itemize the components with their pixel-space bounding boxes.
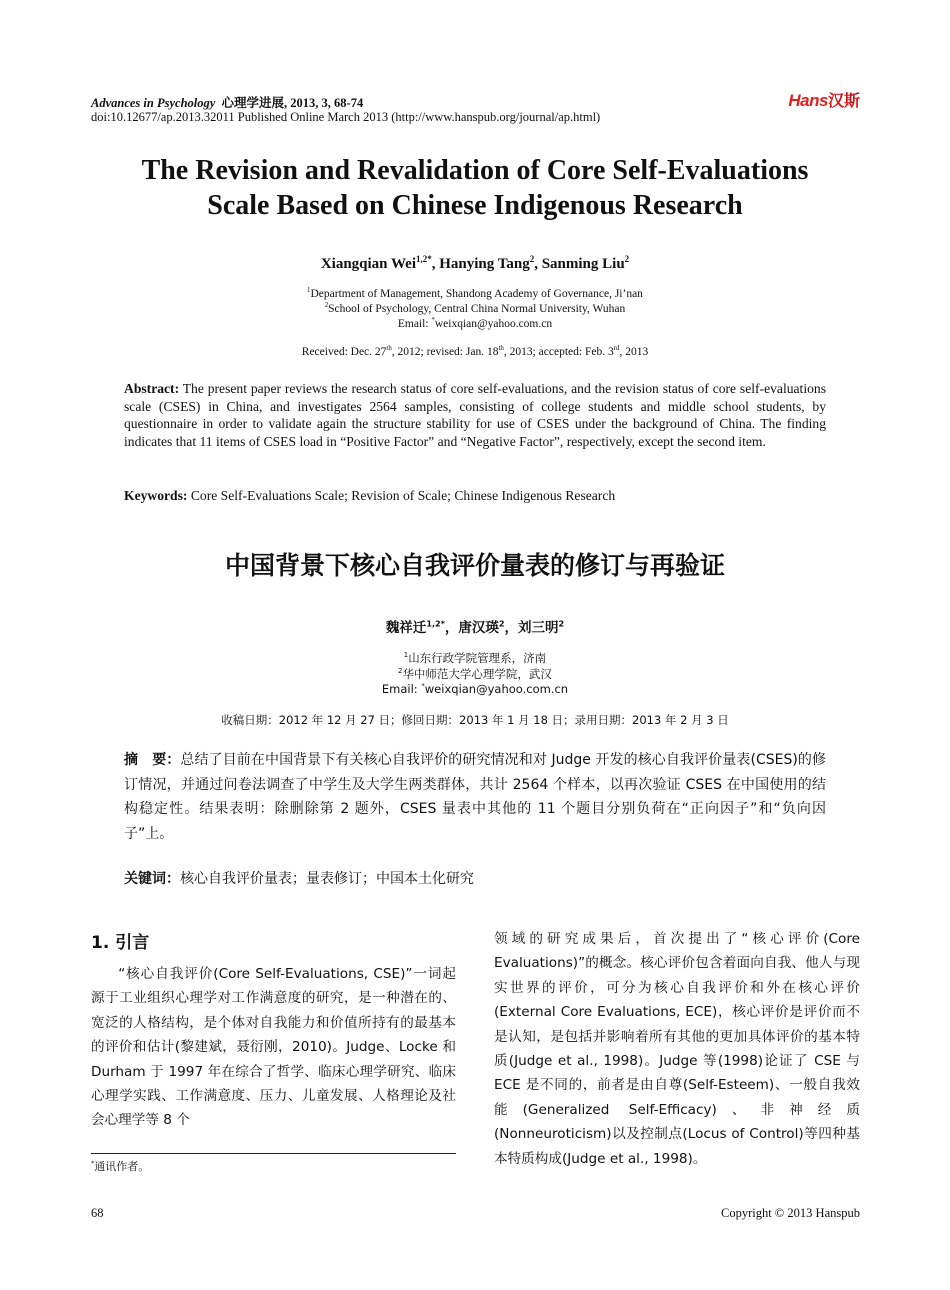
keywords-text: Core Self-Evaluations Scale; Revision of Scale; Chinese Indigenous Research <box>187 488 616 503</box>
keywords-label-cn: 关键词： <box>124 871 180 887</box>
keywords-text-cn: 核心自我评价量表；量表修订；中国本土化研究 <box>180 871 474 887</box>
received-dates-en: Received: Dec. 27th, 2012; revised: Jan. 18th, 2013; accepted: Feb. 3rd, 2013 <box>301 345 649 358</box>
author-1: Xiangqian Wei <box>320 256 416 272</box>
email-link[interactable]: weixqian@yahoo.com.cn <box>434 318 553 330</box>
author-1-sup: 1,2* <box>415 254 432 264</box>
keywords-label: Keywords: <box>124 488 188 503</box>
section-heading-1: 1. 引言 <box>91 933 150 953</box>
author-3: Sanming Liu <box>541 256 625 272</box>
journal-name-en: Advances in Psychology <box>91 96 216 110</box>
keywords-en <box>124 488 826 504</box>
footnote: *通讯作者。 <box>91 1159 150 1173</box>
affiliation-1-en: $^1$Department of Management, Shandong Academy of Governance, Ji’nan <box>307 287 643 300</box>
author-2: Hanying Tang <box>439 256 530 272</box>
email-link-cn[interactable]: weixqian@yahoo.com.cn <box>424 682 569 696</box>
copyright: Copyright © 2013 Hanspub <box>720 1206 860 1220</box>
authors-en: Xiangqian Wei$^{1,2*}$, Hanying Tang$^2$, Sanming Liu$^2$ <box>320 254 630 272</box>
abstract-en <box>124 380 826 450</box>
affiliation-1-cn: $^1$山东行政学院管理系，济南 <box>403 651 547 665</box>
abstract-text-cn: 总结了目前在中国背景下有关核心自我评价的研究情况和对 Judge 开发的核心自我评价量表(CSES)的修订情况，并通过问卷法调查了中学生及大学生两类群体，共计 2564 个样本，以再次验证 CSES 在中国使用的结构稳定性。结果表明：除删除第 2 题外，CSES 量表中其他的 11 个题目分别负荷在“正向因子”和“负向因子”上。 <box>124 752 826 842</box>
paragraph: 领域的研究成果后，首次提出了“核心评价(Core Evaluations)”的概念。核心评价包含着面向自我、他人与现实世界的评价，可分为核心自我评价和外在核心评价(External Core Evaluations, ECE)，核心评价是评价而不是认知，是包括并影响着所有其他的更加具体评价的基本特质(Judge et al., 1998)。Judge 等(1998)论证了 CSE 与 ECE 是不同的，前者是由自尊(Self-Esteem)、一般自我效能(Generalized Self-Efficacy)、非神经质(Nonneuroticism)以及控制点(Locus of Control)等四种基本特质构成(Judge et al., 1998)。 <box>494 931 860 1167</box>
keywords-cn <box>124 868 826 888</box>
abstract-text: The present paper reviews the research status of core self-evaluations, and the revision status of core self-evaluations scale (CSES) in China, and investigates 2564 samples, consisting of college students and middle school students, by questionnaire in order to validate again the structure stability for use of CSES under the background of China. The finding indicates that 11 items of CSES load in “Positive Factor” and “Negative Factor”, respectively, except the second item. <box>124 381 826 449</box>
email-cn: Email: *weixqian@yahoo.com.cn <box>381 682 569 696</box>
paper-title-en <box>60 153 890 223</box>
body-column-left <box>91 962 456 1133</box>
paper-title-cn: 中国背景下核心自我评价量表的修订与再验证 <box>224 551 725 580</box>
page-number: 68 <box>91 1206 104 1220</box>
author-3-sup: 2 <box>624 254 630 264</box>
body-column-right <box>494 927 860 1171</box>
email-en: Email: *weixqian@yahoo.com.cn <box>397 317 553 330</box>
journal-header <box>91 93 363 111</box>
received-dates-cn: 收稿日期：2012 年 12 月 27 日；修回日期：2013 年 1 月 18 日；录用日期：2013 年 2 月 3 日 <box>221 713 729 727</box>
affiliation-2-en: $^2$School of Psychology, Central China Normal University, Wuhan <box>324 302 626 315</box>
affiliation-2-cn: $^2$华中师范大学心理学院，武汉 <box>398 667 552 681</box>
author-2-sup: 2 <box>529 254 535 264</box>
abstract-label-cn: 摘 要： <box>124 752 181 768</box>
authors-cn: 魏祥迁$^{1,2*}$，唐汉瑛$^2$，刘三明$^2$ <box>385 618 565 636</box>
title-line-2: Scale Based on Chinese Indigenous Research <box>207 190 743 221</box>
title-line-1: The Revision and Revalidation of Core Self-Evaluations <box>141 155 809 186</box>
logo-text: Hans <box>788 91 828 110</box>
logo-text-cn: 汉斯 <box>827 93 860 110</box>
paragraph: “核心自我评价(Core Self-Evaluations, CSE)”一词起源于工业组织心理学对工作满意度的研究，是一种潜在的、宽泛的人格结构，是个体对自我能力和价值所持有的最基本的评价和估计(黎建斌，聂衍刚，2010)。Judge、Locke 和 Durham 于 1997 年在综合了哲学、临床心理学研究、临床心理学实践、工作满意度、压力、儿童发展、人格理论及社会心理学等 8 个 <box>91 966 456 1129</box>
footnote-divider <box>91 1153 456 1154</box>
doi-line: doi:10.12677/ap.2013.32011 Published Online March 2013 (http://www.hanspub.org/journal/ap.html) <box>91 110 601 124</box>
abstract-label: Abstract: <box>124 381 180 396</box>
hans-logo <box>788 88 860 111</box>
journal-name-cn: 心理学进展, 2013, 3, 68-74 <box>221 96 364 110</box>
abstract-cn <box>124 748 826 846</box>
